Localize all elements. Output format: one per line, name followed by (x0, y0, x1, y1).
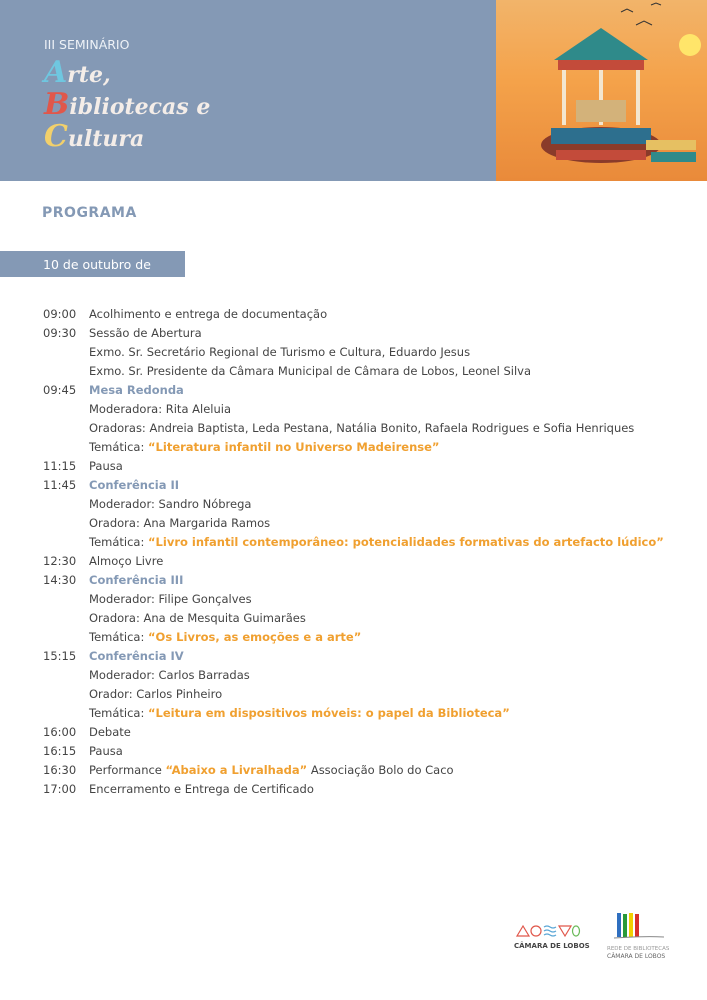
schedule-time: 09:30 (43, 326, 77, 340)
schedule-text: Temática: (89, 440, 148, 454)
schedule-content (89, 438, 439, 457)
schedule-time: 11:45 (43, 478, 77, 492)
schedule-time (43, 666, 89, 685)
schedule-row (43, 457, 683, 476)
schedule-time (43, 609, 89, 628)
schedule-row (43, 438, 683, 457)
schedule-content (89, 704, 510, 723)
schedule-row (43, 495, 683, 514)
schedule-text: Exmo. Sr. Secretário Regional de Turismo e Cultura, Eduardo Jesus (89, 345, 471, 359)
schedule-row (43, 343, 683, 362)
schedule-text: Temática: (89, 630, 148, 644)
schedule-content (89, 400, 231, 419)
seminar-label: III SEMINÁRIO (44, 37, 130, 52)
schedule-text: Debate (89, 725, 131, 739)
schedule-time: 16:30 (43, 763, 77, 777)
schedule-text: Moderador: Carlos Barradas (89, 668, 250, 682)
schedule-text: Performance (89, 763, 166, 777)
schedule-row (43, 362, 683, 381)
session-title: Conferência III (89, 573, 184, 587)
schedule-text: Temática: (89, 706, 148, 720)
schedule-time: 16:15 (43, 744, 77, 758)
schedule-time: 12:30 (43, 554, 77, 568)
schedule-row (43, 685, 683, 704)
schedule-row (43, 628, 683, 647)
title-rest: ultura (67, 126, 145, 152)
schedule-row (43, 742, 683, 761)
theme-highlight: “Livro infantil contemporâneo: potencialidades formativas do artefacto lúdico” (148, 535, 664, 549)
schedule-text: Orador: Carlos Pinheiro (89, 687, 223, 701)
schedule-list (43, 305, 683, 799)
schedule-time: 09:45 (43, 383, 77, 397)
schedule-content (89, 476, 179, 495)
theme-highlight: “Leitura em dispositivos móveis: o papel da Biblioteca” (148, 706, 510, 720)
schedule-content (89, 685, 222, 704)
schedule-content (89, 609, 306, 628)
schedule-text: Pausa (89, 459, 123, 473)
schedule-content (89, 324, 202, 343)
schedule-content (89, 761, 454, 780)
schedule-time (43, 495, 89, 514)
schedule-row (43, 324, 683, 343)
schedule-content (89, 742, 123, 761)
schedule-time (43, 533, 89, 552)
schedule-row (43, 571, 683, 590)
title-rest: rte, (67, 62, 111, 88)
session-title: Conferência IV (89, 649, 184, 663)
schedule-content (89, 419, 634, 438)
schedule-text: Encerramento e Entrega de Certificado (89, 782, 314, 796)
title-initial: A (44, 55, 68, 90)
schedule-content (89, 628, 361, 647)
title-line (44, 119, 210, 154)
schedule-content (89, 533, 664, 552)
schedule-content (89, 647, 184, 666)
schedule-row (43, 381, 683, 400)
schedule-row (43, 761, 683, 780)
schedule-content (89, 571, 183, 590)
event-title (44, 55, 211, 154)
schedule-content (89, 305, 327, 324)
schedule-time (43, 438, 89, 457)
schedule-text: Moderador: Filipe Gonçalves (89, 592, 252, 606)
schedule-time (43, 685, 89, 704)
schedule-row (43, 305, 683, 324)
schedule-text: Temática: (89, 535, 148, 549)
schedule-row (43, 419, 683, 438)
schedule-time: 14:30 (43, 573, 77, 587)
camara-de-lobos-logo (514, 926, 590, 950)
schedule-time: 09:00 (43, 307, 77, 321)
schedule-text: Oradora: Ana de Mesquita Guimarães (89, 611, 306, 625)
session-title: Mesa Redonda (89, 383, 184, 397)
schedule-content (89, 343, 470, 362)
schedule-row (43, 647, 683, 666)
schedule-time (43, 362, 89, 381)
schedule-row (43, 533, 683, 552)
schedule-text: Oradora: Ana Margarida Ramos (89, 516, 271, 530)
svg-text:CÂMARA DE LOBOS: CÂMARA DE LOBOS (607, 953, 666, 960)
schedule-text: Pausa (89, 744, 123, 758)
schedule-text: Exmo. Sr. Presidente da Câmara Municipal de Câmara de Lobos, Leonel Silva (89, 364, 532, 378)
schedule-content (89, 723, 131, 742)
schedule-text: Moderador: Sandro Nóbrega (89, 497, 252, 511)
title-initial: C (44, 119, 68, 154)
bandstand-illustration (496, 0, 707, 181)
schedule-time: 17:00 (43, 782, 77, 796)
schedule-content (89, 780, 314, 799)
schedule-row (43, 723, 683, 742)
schedule-suffix: Associação Bolo do Caco (307, 763, 454, 777)
sun-icon (679, 34, 701, 56)
date-banner: 10 de outubro de 2024 (0, 251, 185, 277)
schedule-content (89, 590, 252, 609)
schedule-time (43, 514, 89, 533)
schedule-row (43, 514, 683, 533)
header-band (0, 0, 496, 181)
footer-logos (514, 912, 694, 966)
schedule-content (89, 362, 531, 381)
schedule-row (43, 400, 683, 419)
schedule-content (89, 666, 250, 685)
bandstand-books-image (496, 0, 707, 181)
theme-highlight: “Literatura infantil no Universo Madeirense” (148, 440, 440, 454)
schedule-row (43, 609, 683, 628)
title-line (44, 87, 211, 122)
schedule-time (43, 400, 89, 419)
schedule-text: Acolhimento e entrega de documentação (89, 307, 328, 321)
schedule-time: 11:15 (43, 459, 77, 473)
schedule-time (43, 419, 89, 438)
section-title: PROGRAMA (42, 205, 137, 221)
schedule-time (43, 704, 89, 723)
schedule-time (43, 628, 89, 647)
schedule-time (43, 343, 89, 362)
schedule-text: Oradoras: Andreia Baptista, Leda Pestana, Natália Bonito, Rafaela Rodrigues e Sofia Henriques (89, 421, 635, 435)
schedule-time (43, 590, 89, 609)
schedule-row (43, 590, 683, 609)
title-rest: ibliotecas e (69, 94, 211, 120)
session-title: Conferência II (89, 478, 180, 492)
schedule-content (89, 514, 270, 533)
theme-highlight: “Os Livros, as emoções e a arte” (148, 630, 362, 644)
title-line (44, 55, 210, 90)
schedule-time: 15:15 (43, 649, 77, 663)
svg-text:REDE DE BIBLIOTECAS: REDE DE BIBLIOTECAS (607, 946, 670, 952)
rede-bibliotecas-logo (607, 913, 670, 960)
schedule-row (43, 552, 683, 571)
schedule-content (89, 552, 163, 571)
schedule-row (43, 476, 683, 495)
schedule-content (89, 495, 251, 514)
schedule-row (43, 780, 683, 799)
theme-highlight: “Abaixo a Livralhada” (165, 763, 308, 777)
title-initial: B (44, 87, 70, 122)
schedule-content (89, 457, 123, 476)
schedule-time: 16:00 (43, 725, 77, 739)
schedule-content (89, 381, 184, 400)
schedule-row (43, 666, 683, 685)
schedule-text: Sessão de Abertura (89, 326, 202, 340)
schedule-text: Almoço Livre (89, 554, 164, 568)
schedule-text: Moderadora: Rita Aleluia (89, 402, 232, 416)
svg-text:CÂMARA DE LOBOS: CÂMARA DE LOBOS (514, 942, 590, 950)
schedule-row (43, 704, 683, 723)
